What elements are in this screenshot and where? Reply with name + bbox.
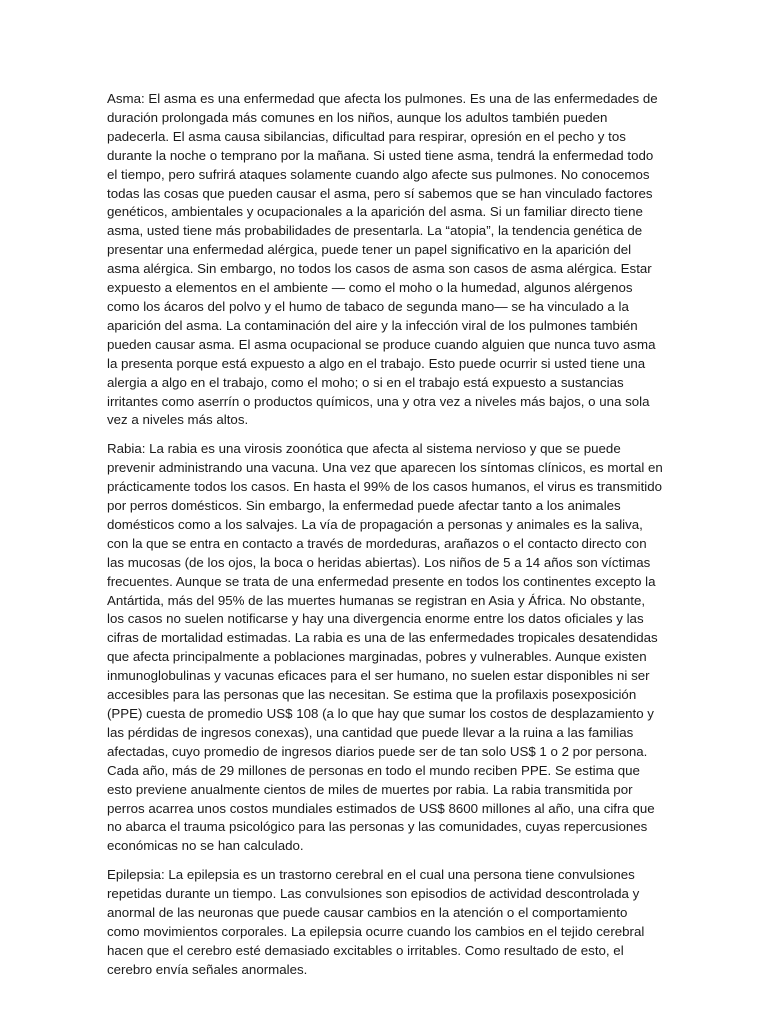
- paragraph-epilepsia: Epilepsia: La epilepsia es un trastorno cerebral en el cual una persona tiene convulsiones repetidas durante un tiempo. Las convulsiones son episodios de actividad descontrolada y anormal de las neuronas que puede causar cambios en la atención o el comportamiento como movimientos corporales. La epilepsia ocurre cuando los cambios en el tejido cerebral hacen que el cerebro esté demasiado excitables o irritables. Como resultado de esto, el cerebro envía señales anormales.: [107, 867, 645, 977]
- paragraph-asma: Asma: El asma es una enfermedad que afecta los pulmones. Es una de las enfermedades de duración prolongada más comunes en los niños, aunque los adultos también pueden padecerla. El asma causa sibilancias, dificultad para respirar, opresión en el pecho y tos durante la noche o temprano por la mañana. Si usted tiene asma, tendrá la enfermedad todo el tiempo, pero sufrirá ataques solamente cuando algo afecte sus pulmones. No conocemos todas las cosas que pueden causar el asma, pero sí sabemos que se han vinculado factores genéticos, ambientales y ocupacionales a la aparición del asma. Si un familiar directo tiene asma, usted tiene más probabilidades de presentarla. La “atopia”, la tendencia genética de presentar una enfermedad alérgica, puede tener un papel significativo en la aparición del asma alérgica. Sin embargo, no todos los casos de asma son casos de asma alérgica. Estar expuesto a elementos en el ambiente — como el moho o la humedad, algunos alérgenos como los ácaros del polvo y el humo de tabaco de segunda mano— se ha vinculado a la aparición del asma. La contaminación del aire y la infección viral de los pulmones también pueden causar asma. El asma ocupacional se produce cuando alguien que nunca tuvo asma la presenta porque está expuesto a algo en el trabajo. Esto puede ocurrir si usted tiene una alergia a algo en el trabajo, como el moho; o si en el trabajo está expuesto a sustancias irritantes como aserrín o productos químicos, una y otra vez a niveles más bajos, o una sola vez a niveles más altos.: [107, 91, 658, 428]
- document-body: [107, 90, 663, 990]
- paragraph-rabia: Rabia: La rabia es una virosis zoonótica que afecta al sistema nervioso y que se puede prevenir administrando una vacuna. Una vez que aparecen los síntomas clínicos, es mortal en prácticamente todos los casos. En hasta el 99% de los casos humanos, el virus es transmitido por perros domésticos. Sin embargo, la enfermedad puede afectar tanto a los animales domésticos como a los salvajes. La vía de propagación a personas y animales es la saliva, con la que se entra en contacto a través de mordeduras, arañazos o el contacto directo con las mucosas (de los ojos, la boca o heridas abiertas). Los niños de 5 a 14 años son víctimas frecuentes. Aunque se trata de una enfermedad presente en todos los continentes excepto la Antártida, más del 95% de las muertes humanas se registran en Asia y África. No obstante, los casos no suelen notificarse y hay una divergencia enorme entre los datos oficiales y las cifras de mortalidad estimadas. La rabia es una de las enfermedades tropicales desatendidas que afecta principalmente a poblaciones marginadas, pobres y vulnerables. Aunque existen inmunoglobulinas y vacunas eficaces para el ser humano, no suelen estar disponibles ni ser accesibles para las personas que las necesitan. Se estima que la profilaxis posexposición (PPE) cuesta de promedio US$ 108 (a lo que hay que sumar los costos de desplazamiento y las pérdidas de ingresos conexas), una cantidad que puede llevar a la ruina a las familias afectadas, cuyo promedio de ingresos diarios puede ser de tan solo US$ 1 o 2 por persona. Cada año, más de 29 millones de personas en todo el mundo reciben PPE. Se estima que esto previene anualmente cientos de miles de muertes por rabia. La rabia transmitida por perros acarrea unos costos mundiales estimados de US$ 8600 millones al año, una cifra que no abarca el trauma psicológico para las personas y las comunidades, cuyas repercusiones económicas no se han calculado.: [107, 441, 663, 854]
